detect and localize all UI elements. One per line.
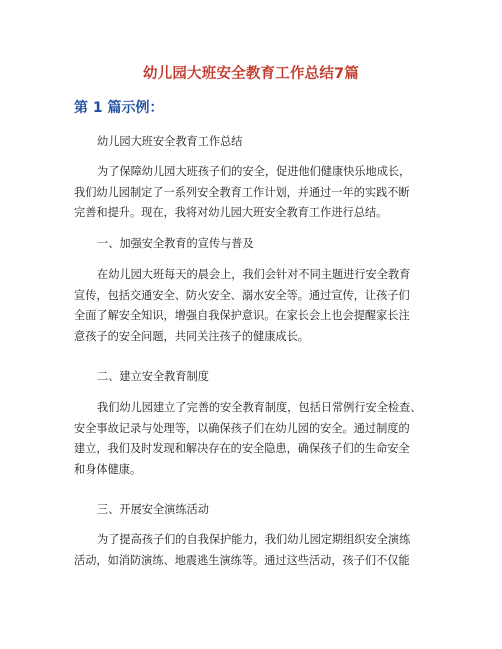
paragraph-section-1 [74, 265, 444, 347]
paragraph-section-2 [74, 398, 444, 480]
paragraph-line: 活动，如消防演练、地震逃生演练等。通过这些活动，孩子们不仅能 [74, 553, 410, 567]
paragraph-line: 为了提高孩子们的自我保护能力，我们幼儿园定期组织安全演练 [97, 533, 411, 546]
subtitle-line: 幼儿园大班安全教育工作总结 [97, 135, 243, 148]
section-heading-text: 三、开展安全演练活动 [97, 503, 209, 516]
paragraph-line: 为了保障幼儿园大班孩子们的安全，促进他们健康快乐地成长， [97, 165, 411, 178]
paragraph-line: 完善和提升。现在，我将对幼儿园大班安全教育工作进行总结。 [74, 206, 388, 219]
paragraph-intro [74, 162, 444, 224]
document-subtitle [74, 132, 444, 153]
paragraph-line: 意孩子的安全问题，共同关注孩子的健康成长。 [74, 329, 309, 343]
paragraph-line: 建立，我们及时发现和解决存在的安全隐患，确保孩子们的生命安全 [74, 442, 410, 455]
section-heading-1 [74, 234, 444, 255]
paragraph-line: 宣传，包括交通安全、防火安全、溺水安全等。通过宣传，让孩子们 [74, 288, 410, 302]
paragraph-line: 我们幼儿园制定了一系列安全教育工作计划，并通过一年的实践不断 [74, 185, 410, 199]
section-heading-2 [74, 367, 444, 388]
paragraph-section-3 [74, 530, 444, 571]
document-title: 幼儿园大班安全教育工作总结7篇 [142, 66, 360, 82]
section-heading-3 [74, 500, 444, 521]
paragraph-line: 安全事故记录与处理等，以确保孩子们在幼儿园的安全。通过制度的 [74, 421, 410, 435]
section-heading-text: 二、建立安全教育制度 [97, 370, 209, 383]
paragraph-line: 我们幼儿园建立了完善的安全教育制度，包括日常例行安全检查、 [97, 401, 422, 414]
example-heading: 第 1 篇示例： [74, 100, 164, 116]
paragraph-line: 在幼儿园大班每天的晨会上，我们会针对不同主题进行安全教育 [97, 268, 411, 281]
section-heading-text: 一、加强安全教育的宣传与普及 [97, 237, 254, 250]
paragraph-line: 全面了解安全知识，增强自我保护意识。在家长会上也会提醒家长注 [74, 309, 410, 322]
paragraph-line: 和身体健康。 [74, 462, 142, 476]
